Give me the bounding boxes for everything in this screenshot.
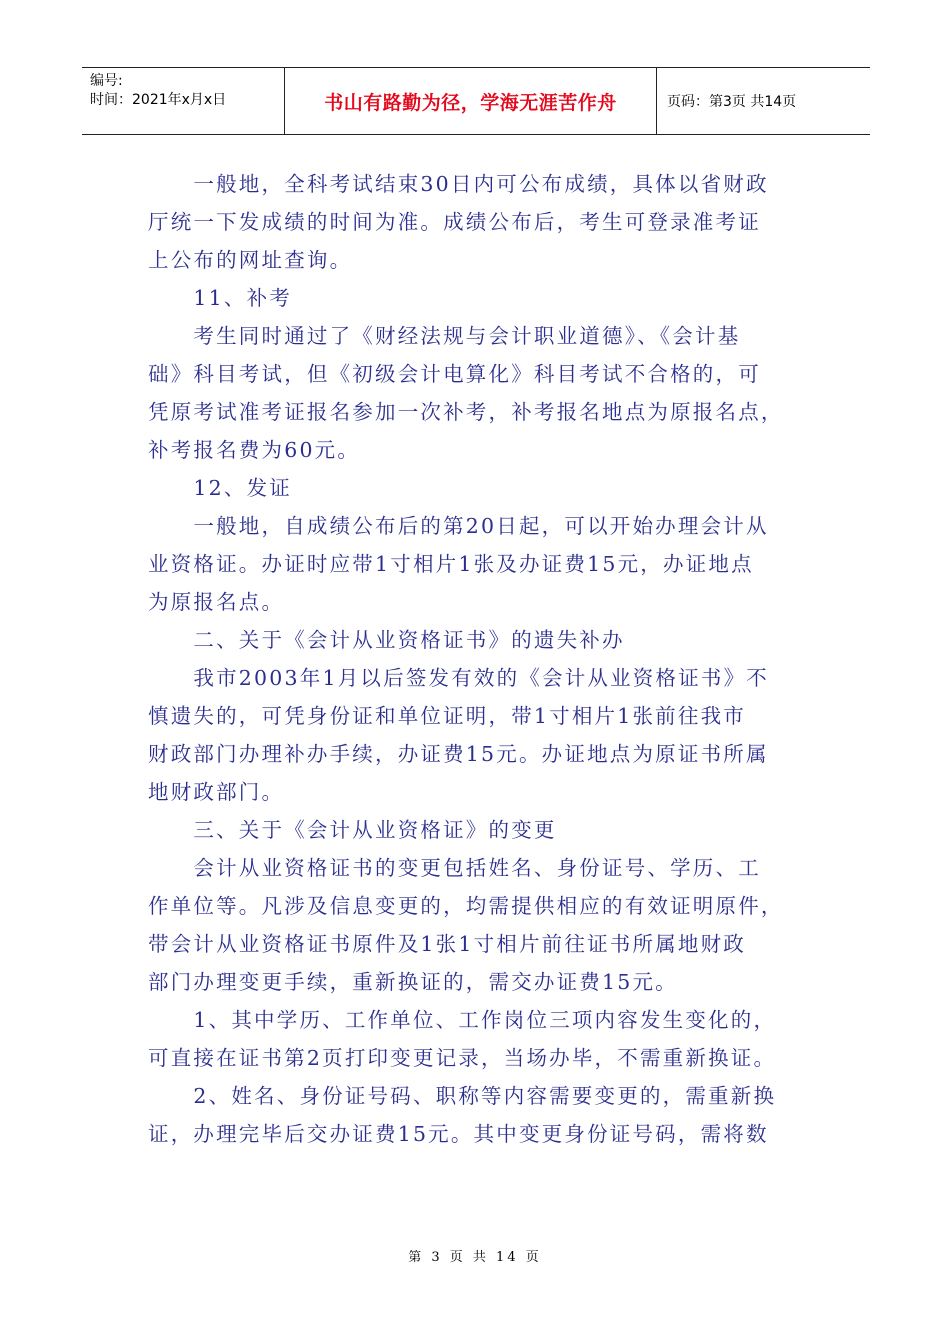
document-body: [148, 165, 848, 1153]
body-line: 为原报名点。: [148, 590, 285, 614]
body-line: 2、姓名、身份证号码、职称等内容需要变更的，需重新换: [148, 1084, 777, 1108]
section-heading: 12、发证: [148, 476, 292, 500]
header-page-number: 页码：第3页 共14页: [667, 94, 797, 110]
body-line: 财政部门办理补办手续，办证费15元。办证地点为原证书所属: [148, 742, 769, 766]
header-meta: [82, 68, 284, 134]
body-line: 我市2003年1月以后签发有效的《会计从业资格证书》不: [148, 666, 770, 690]
document-number-label: 编号:: [90, 73, 123, 89]
section-heading: 11、补考: [148, 286, 292, 310]
body-line: 地财政部门。: [148, 780, 285, 804]
body-line: 带会计从业资格证书原件及1张1寸相片前往证书所属地财政: [148, 932, 746, 956]
body-line: 慎遗失的，可凭身份证和单位证明，带1寸相片1张前往我市: [148, 704, 746, 728]
section-heading: 三、关于《会计从业资格证》的变更: [148, 818, 557, 842]
body-line: 考生同时通过了《财经法规与会计职业道德》、《会计基: [148, 324, 741, 348]
header-motto: 书山有路勤为径，学海无涯苦作舟: [284, 68, 657, 134]
section-heading: 二、关于《会计从业资格证书》的遗失补办: [148, 628, 625, 652]
body-line: 证，办理完毕后交办证费15元。其中变更身份证号码，需将数: [148, 1122, 769, 1146]
body-line: 作单位等。凡涉及信息变更的，均需提供相应的有效证明原件，: [148, 894, 784, 918]
body-line: 可直接在证书第2页打印变更记录，当场办毕，不需重新换证。: [148, 1046, 777, 1070]
body-line: 会计从业资格证书的变更包括姓名、身份证号、学历、工: [148, 856, 761, 880]
body-line: 部门办理变更手续，重新换证的，需交办证费15元。: [148, 970, 678, 994]
body-line: 凭原考试准考证报名参加一次补考，补考报名地点为原报名点，: [148, 400, 784, 424]
body-line: 一般地，全科考试结束30日内可公布成绩，具体以省财政: [148, 172, 769, 196]
body-line: 础》科目考试，但《初级会计电算化》科目考试不合格的，可: [148, 362, 761, 386]
page-footer: 第 3 页 共 14 页: [408, 1250, 542, 1265]
page-header: [82, 67, 870, 135]
body-line: 一般地，自成绩公布后的第20日起，可以开始办理会计从: [148, 514, 769, 538]
body-line: 补考报名费为60元。: [148, 438, 361, 462]
body-line: 上公布的网址查询。: [148, 248, 353, 272]
body-line: 业资格证。办证时应带1寸相片1张及办证费15元，办证地点: [148, 552, 754, 576]
body-line: 1、其中学历、工作单位、工作岗位三项内容发生变化的，: [148, 1008, 777, 1032]
body-line: 厅统一下发成绩的时间为准。成绩公布后，考生可登录准考证: [148, 210, 761, 234]
document-time-label: 时间：2021年x月x日: [90, 92, 227, 108]
